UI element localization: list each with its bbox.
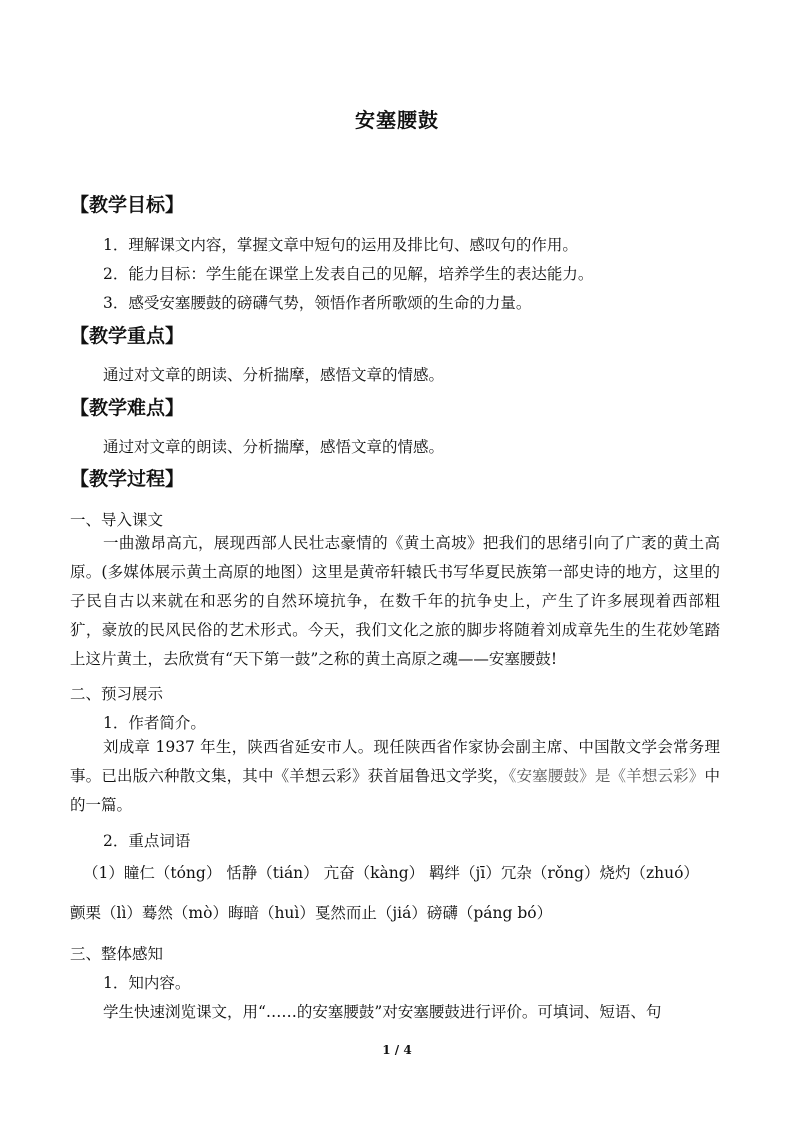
heading-teaching-difficulty: 【教学难点】 [70, 397, 185, 419]
process-part2-title: 二、预习展示 [70, 685, 164, 703]
goal-item-2: 2．能力目标：学生能在课堂上发表自己的见解，培养学生的表达能力。 [103, 265, 594, 283]
content-paragraph: 学生快速浏览课文，用“……的安塞腰鼓”对安塞腰鼓进行评价。可填词、短语、句 [103, 1003, 662, 1021]
content-heading: 1．知内容。 [103, 974, 191, 992]
document-title: 安塞腰鼓 [355, 108, 439, 132]
author-paragraph-end: 中的一篇。 [70, 767, 720, 814]
process-part1-title: 一、导入课文 [70, 511, 164, 529]
goal-item-3: 3．感受安塞腰鼓的磅礴气势，领悟作者所歌颂的生命的力量。 [103, 294, 532, 312]
vocab-line-1: （1）瞳仁（tóng） 恬静（tián） 亢奋（kàng） 羁绊（jī）冗杂（rǒng）烧灼（zhuó） [83, 864, 699, 882]
author-paragraph-muted: 《安塞腰鼓》是《羊想云彩》 [508, 767, 705, 785]
goal-item-1: 1．理解课文内容，掌握文章中短句的运用及排比句、感叹句的作用。 [103, 236, 578, 254]
page-number: 1 / 4 [382, 1043, 412, 1057]
author-paragraph-main: 刘成章 1937 年生，陕西省延安市人。现任陕西省作家协会副主席、中国散文学会常务理事。已出版六种散文集，其中《羊想云彩》获首届鲁迅文学奖， [70, 738, 720, 785]
process-part3-title: 三、整体感知 [70, 945, 164, 963]
vocab-heading: 2．重点词语 [103, 832, 191, 850]
author-paragraph [70, 733, 720, 820]
author-heading: 1．作者简介。 [103, 714, 206, 732]
key-text: 通过对文章的朗读、分析揣摩，感悟文章的情感。 [103, 366, 445, 384]
heading-teaching-key: 【教学重点】 [70, 325, 185, 347]
heading-teaching-process: 【教学过程】 [70, 468, 185, 490]
difficulty-text: 通过对文章的朗读、分析揣摩，感悟文章的情感。 [103, 438, 445, 456]
heading-teaching-goals: 【教学目标】 [70, 194, 185, 216]
vocab-line-2: 颤栗（lì）蓦然（mò）晦暗（huì）戛然而止（jiá）磅礴（páng bó） [70, 904, 553, 922]
process-part1-paragraph: 一曲激昂高亢，展现西部人民壮志豪情的《黄土高坡》把我们的思绪引向了广袤的黄土高原。(多媒体展示黄土高原的地图）这里是黄帝轩辕氏书写华夏民族第一部史诗的地方，这里的子民自古以来就在和恶劣的自然环境抗争，在数千年的抗争史上，产生了许多展现着西部粗犷，豪放的民风民俗的艺术形式。今天，我们文化之旅的脚步将随着刘成章先生的生花妙笔踏上这片黄土，去欣赏有“天下第一鼓”之称的黄土高原之魂——安塞腰鼓! [70, 534, 720, 668]
